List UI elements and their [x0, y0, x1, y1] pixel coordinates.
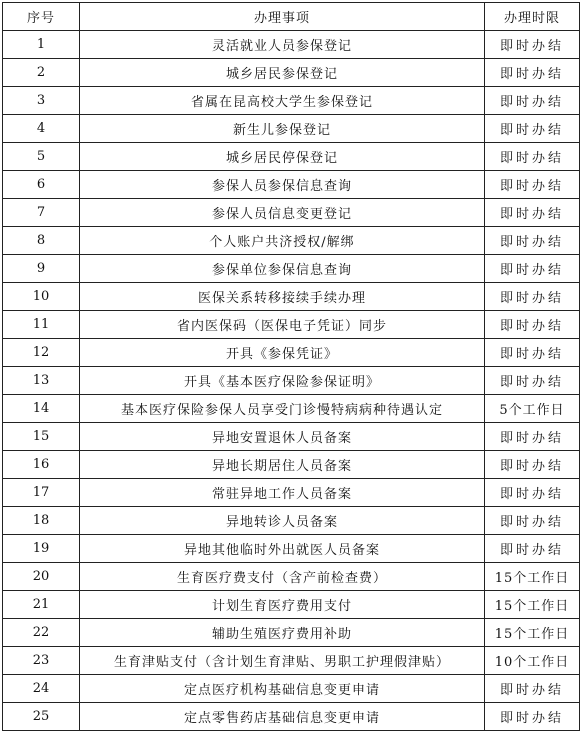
row-limit: 即时办结 — [485, 199, 580, 227]
row-item: 参保人员参保信息查询 — [80, 171, 485, 199]
table-row — [3, 171, 580, 199]
row-limit: 即时办结 — [485, 451, 580, 479]
row-limit: 即时办结 — [485, 423, 580, 451]
table-row — [3, 535, 580, 563]
row-index: 7 — [3, 199, 80, 227]
table-row — [3, 87, 580, 115]
row-item: 异地其他临时外出就医人员备案 — [80, 535, 485, 563]
table-row — [3, 451, 580, 479]
table-row — [3, 507, 580, 535]
row-limit: 即时办结 — [485, 535, 580, 563]
row-index: 12 — [3, 339, 80, 367]
row-index: 18 — [3, 507, 80, 535]
row-limit: 即时办结 — [485, 171, 580, 199]
table-row — [3, 423, 580, 451]
row-limit: 5个工作日 — [485, 395, 580, 423]
row-item: 生育津贴支付（含计划生育津贴、男职工护理假津贴） — [80, 647, 485, 675]
row-item: 城乡居民参保登记 — [80, 59, 485, 87]
table-row — [3, 311, 580, 339]
row-limit: 即时办结 — [485, 255, 580, 283]
row-item: 省属在昆高校大学生参保登记 — [80, 87, 485, 115]
row-index: 24 — [3, 675, 80, 703]
table-row — [3, 143, 580, 171]
row-index: 23 — [3, 647, 80, 675]
row-index: 17 — [3, 479, 80, 507]
row-item: 参保单位参保信息查询 — [80, 255, 485, 283]
row-limit: 即时办结 — [485, 283, 580, 311]
table-row — [3, 283, 580, 311]
row-item: 定点医疗机构基础信息变更申请 — [80, 675, 485, 703]
table-row — [3, 591, 580, 619]
table-header-row — [3, 3, 580, 31]
row-item: 医保关系转移接续手续办理 — [80, 283, 485, 311]
row-item: 参保人员信息变更登记 — [80, 199, 485, 227]
row-limit: 10个工作日 — [485, 647, 580, 675]
row-limit: 即时办结 — [485, 479, 580, 507]
row-index: 15 — [3, 423, 80, 451]
table-row — [3, 675, 580, 703]
row-index: 16 — [3, 451, 80, 479]
row-limit: 即时办结 — [485, 87, 580, 115]
row-index: 22 — [3, 619, 80, 647]
row-item: 计划生育医疗费用支付 — [80, 591, 485, 619]
row-index: 4 — [3, 115, 80, 143]
table-row — [3, 563, 580, 591]
row-index: 19 — [3, 535, 80, 563]
row-index: 8 — [3, 227, 80, 255]
row-item: 开具《基本医疗保险参保证明》 — [80, 367, 485, 395]
row-index: 13 — [3, 367, 80, 395]
row-index: 11 — [3, 311, 80, 339]
row-index: 6 — [3, 171, 80, 199]
row-limit: 即时办结 — [485, 115, 580, 143]
row-limit: 即时办结 — [485, 31, 580, 59]
row-item: 常驻异地工作人员备案 — [80, 479, 485, 507]
header-index: 序号 — [3, 3, 80, 31]
service-table — [2, 2, 580, 731]
table-row — [3, 31, 580, 59]
row-index: 3 — [3, 87, 80, 115]
header-limit: 办理时限 — [485, 3, 580, 31]
table-row — [3, 59, 580, 87]
row-limit: 即时办结 — [485, 311, 580, 339]
table-row — [3, 115, 580, 143]
table-row — [3, 479, 580, 507]
row-item: 个人账户共济授权/解绑 — [80, 227, 485, 255]
table-row — [3, 367, 580, 395]
row-item: 生育医疗费支付（含产前检查费） — [80, 563, 485, 591]
header-item: 办理事项 — [80, 3, 485, 31]
table-row — [3, 647, 580, 675]
row-item: 省内医保码（医保电子凭证）同步 — [80, 311, 485, 339]
row-item: 异地安置退休人员备案 — [80, 423, 485, 451]
table-row — [3, 395, 580, 423]
row-index: 5 — [3, 143, 80, 171]
row-limit: 即时办结 — [485, 59, 580, 87]
row-limit: 即时办结 — [485, 143, 580, 171]
row-limit: 即时办结 — [485, 339, 580, 367]
row-item: 基本医疗保险参保人员享受门诊慢特病病种待遇认定 — [80, 395, 485, 423]
row-item: 异地长期居住人员备案 — [80, 451, 485, 479]
row-item: 新生儿参保登记 — [80, 115, 485, 143]
row-limit: 即时办结 — [485, 507, 580, 535]
row-index: 14 — [3, 395, 80, 423]
row-limit: 即时办结 — [485, 675, 580, 703]
row-limit: 15个工作日 — [485, 563, 580, 591]
row-index: 21 — [3, 591, 80, 619]
row-item: 城乡居民停保登记 — [80, 143, 485, 171]
table-row — [3, 255, 580, 283]
table-row — [3, 703, 580, 731]
table-row — [3, 339, 580, 367]
row-limit: 即时办结 — [485, 367, 580, 395]
row-index: 20 — [3, 563, 80, 591]
table-row — [3, 227, 580, 255]
row-limit: 15个工作日 — [485, 619, 580, 647]
row-index: 25 — [3, 703, 80, 731]
row-limit: 15个工作日 — [485, 591, 580, 619]
row-index: 9 — [3, 255, 80, 283]
row-item: 灵活就业人员参保登记 — [80, 31, 485, 59]
table-row — [3, 199, 580, 227]
table-body — [3, 31, 580, 731]
row-index: 1 — [3, 31, 80, 59]
row-limit: 即时办结 — [485, 227, 580, 255]
row-index: 2 — [3, 59, 80, 87]
row-item: 异地转诊人员备案 — [80, 507, 485, 535]
row-limit: 即时办结 — [485, 703, 580, 731]
row-index: 10 — [3, 283, 80, 311]
row-item: 开具《参保凭证》 — [80, 339, 485, 367]
row-item: 辅助生殖医疗费用补助 — [80, 619, 485, 647]
row-item: 定点零售药店基础信息变更申请 — [80, 703, 485, 731]
table-row — [3, 619, 580, 647]
